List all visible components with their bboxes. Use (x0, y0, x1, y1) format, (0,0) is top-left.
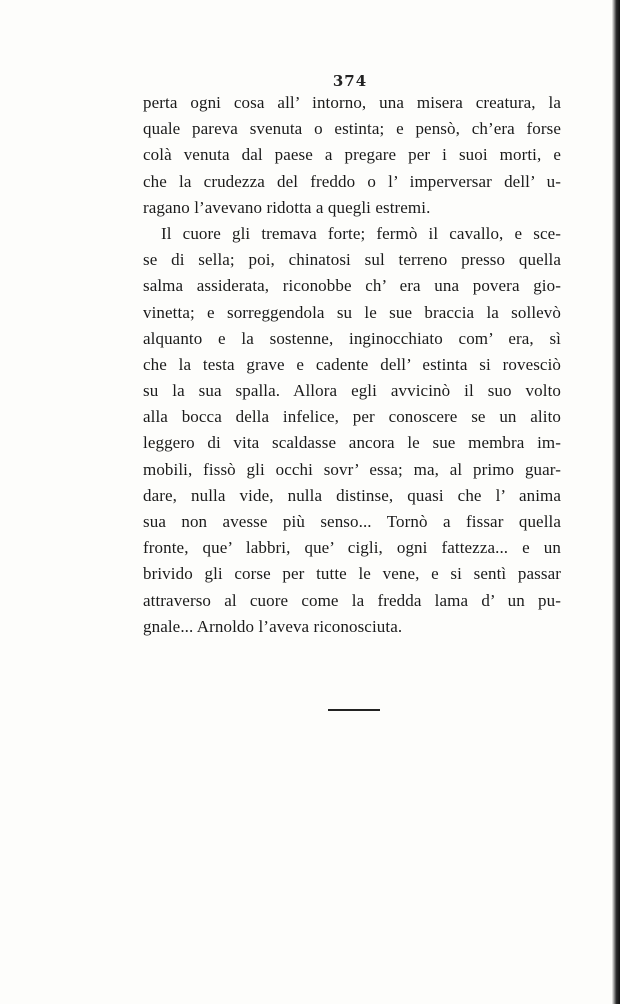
text-line: che la crudezza del freddo o l’ imperversar dell’ u- (143, 171, 561, 191)
text-line: su la sua spalla. Allora egli avvicinò il suo volto (143, 381, 561, 401)
text-line: salma assiderata, riconobbe ch’ era una povera gio- (143, 276, 561, 296)
text-line: perta ogni cosa all’ intorno, una misera creatura, la (143, 93, 561, 112)
body-text (143, 90, 561, 640)
text-line: brivido gli corse per tutte le vene, e si sentì passar (143, 564, 561, 584)
text-line: Il cuore gli tremava forte; fermò il cavallo, e sce- (161, 223, 561, 243)
text-line: leggero di vita scaldasse ancora le sue membra im- (143, 433, 561, 453)
text-line: ragano l’avevano ridotta a quegli estremi. (143, 197, 431, 217)
text-line: mobili, fissò gli occhi sovr’ essa; ma, al primo guar- (143, 459, 561, 479)
text-line: quale pareva svenuta o estinta; e pensò, ch’era forse (143, 119, 561, 139)
text-line: vinetta; e sorreggendola su le sue braccia la sollevò (143, 302, 561, 322)
text-line: che la testa grave e cadente dell’ estinta si rovesciò (143, 354, 561, 374)
paragraph-1 (143, 90, 561, 221)
page-number: 374 (332, 72, 368, 90)
text-line: alquanto e la sostenne, inginocchiato com’ era, sì (143, 328, 561, 348)
text-line: se di sella; poi, chinatosi sul terreno presso quella (143, 250, 561, 270)
page-edge-shadow (612, 0, 620, 1004)
text-line: gnale... Arnoldo l’aveva riconosciuta. (143, 616, 403, 636)
text-line: alla bocca della infelice, per conoscere se un alito (143, 407, 561, 427)
paragraph-2 (143, 221, 561, 640)
text-line: fronte, que’ labbri, que’ cigli, ogni fattezza... e un (143, 538, 561, 558)
text-line: dare, nulla vide, nulla distinse, quasi che l’ anima (143, 485, 561, 505)
text-line: colà venuta dal paese a pregare per i suoi morti, e (143, 145, 561, 165)
text-line: sua non avesse più senso... Tornò a fissar quella (143, 512, 561, 531)
text-line: attraverso al cuore come la fredda lama d’ un pu- (143, 590, 561, 610)
section-divider (328, 709, 380, 711)
